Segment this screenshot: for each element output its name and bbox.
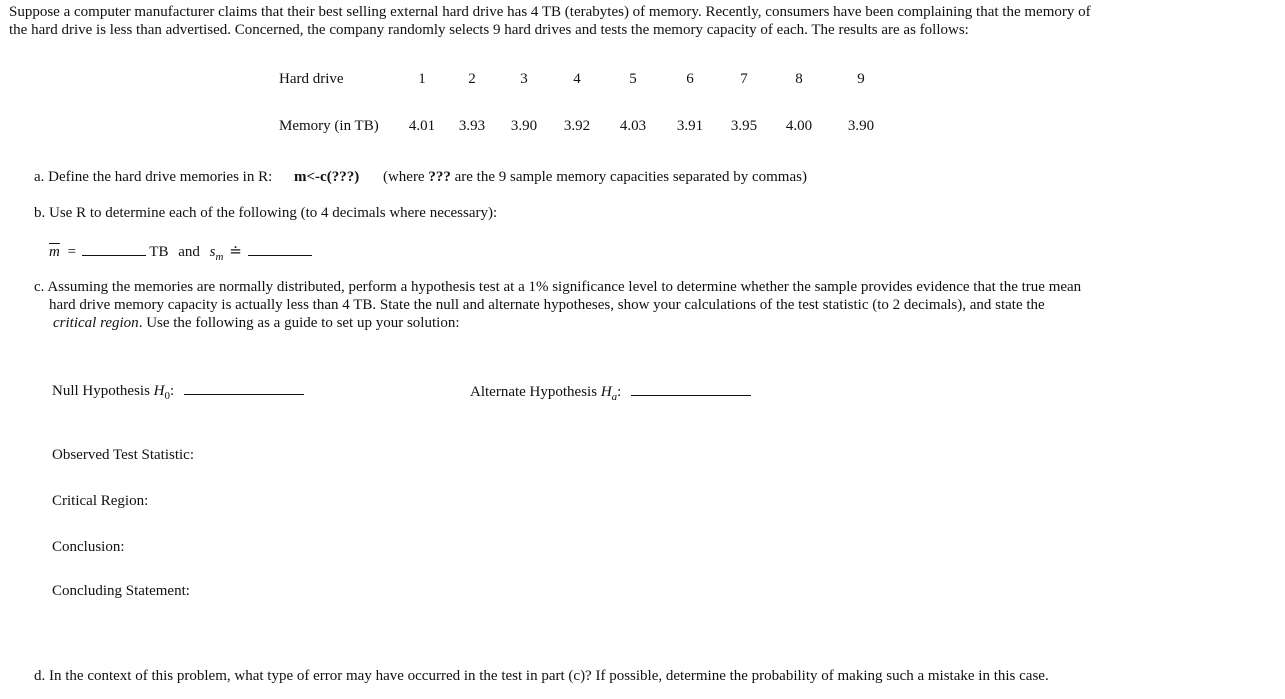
- table-cell: 3.92: [563, 118, 591, 134]
- table-cell: 4.03: [619, 118, 647, 134]
- conclusion-label: Conclusion:: [52, 539, 125, 555]
- critical-region-label: Critical Region:: [52, 493, 149, 509]
- table-cell: 3.91: [676, 118, 704, 134]
- alt-colon: :: [617, 384, 622, 400]
- null-hypothesis-label: Null Hypothesis: [52, 383, 154, 399]
- sd-answer-blank[interactable]: [248, 243, 312, 256]
- alternate-hypothesis: [470, 383, 751, 403]
- alt-subscript: a: [611, 391, 618, 403]
- table-cell: 7: [740, 71, 748, 87]
- note-placeholder: ???: [428, 169, 451, 185]
- part-a: [34, 169, 807, 186]
- alt-hypothesis-blank[interactable]: [631, 383, 751, 396]
- sd-subscript: m: [215, 251, 224, 263]
- table-cell: 1: [418, 71, 426, 87]
- sample-mean-symbol: $\overline{m}$: [49, 244, 60, 260]
- table-cell: 9: [857, 71, 865, 87]
- note-open: (where: [382, 169, 429, 185]
- part-c: [34, 278, 1081, 332]
- part-c-line-1: c. Assuming the memories are normally distributed, perform a hypothesis test at a 1% significance level to determine whether the sample provides evidence that the true mean: [34, 279, 1082, 295]
- part-a-prompt: a. Define the hard drive memories in R:: [34, 169, 273, 185]
- part-c-line-3-rest: . Use the following as a guide to set up your solution:: [138, 315, 460, 331]
- alt-symbol: H: [600, 384, 612, 400]
- mean-answer-blank[interactable]: [82, 243, 146, 256]
- null-hypothesis-blank[interactable]: [184, 382, 304, 395]
- unit-label: TB: [149, 244, 169, 260]
- concluding-statement-label: Concluding Statement:: [52, 583, 190, 599]
- sample-sd-symbol: [209, 244, 224, 263]
- table-cell: 3.90: [510, 118, 538, 134]
- note-close: are the 9 sample memory capacities separated by commas): [450, 169, 807, 185]
- part-a-note: [383, 169, 807, 185]
- part-b-prompt: b. Use R to determine each of the following (to 4 decimals where necessary):: [34, 205, 498, 221]
- part-b-answers: [49, 242, 312, 263]
- null-colon: :: [170, 383, 175, 399]
- table-cell: 2: [468, 71, 476, 87]
- alt-hypothesis-label: Alternate Hypothesis: [470, 384, 601, 400]
- table-cell: 8: [795, 71, 803, 87]
- table-cell: 4: [573, 71, 581, 87]
- table-cell: 3.93: [458, 118, 486, 134]
- approx-sign: ≐: [229, 244, 242, 260]
- equals-sign: =: [67, 244, 77, 260]
- table-cell: 3: [520, 71, 528, 87]
- intro-line-2: the hard drive is less than advertised. Concerned, the company randomly selects 9 hard drives and tests the memory capacity of each. The results are as follows:: [9, 22, 969, 38]
- table-cell: 5: [629, 71, 637, 87]
- table-cell: 3.90: [847, 118, 875, 134]
- observed-test-statistic-label: Observed Test Statistic:: [52, 447, 194, 463]
- part-c-line-3: [34, 314, 1081, 332]
- critical-region-term: critical region: [53, 315, 139, 331]
- and-word: and: [178, 244, 200, 260]
- null-subscript: 0: [164, 390, 171, 402]
- table-cell: 6: [686, 71, 694, 87]
- intro-line-1: Suppose a computer manufacturer claims that their best selling external hard drive has 4 TB (terabytes) of memory. Recently, consumers have been complaining that the memory of: [9, 4, 1091, 20]
- sd-letter: s: [209, 244, 216, 260]
- null-symbol: H: [153, 383, 165, 399]
- table-cell: 3.95: [730, 118, 758, 134]
- table-cell: 4.00: [785, 118, 813, 134]
- part-d-prompt: d. In the context of this problem, what type of error may have occurred in the test in part (c)? If possible, determine the probability of making such a mistake in this case.: [34, 668, 1049, 684]
- part-c-line-2: hard drive memory capacity is actually less than 4 TB. State the null and alternate hypotheses, show your calculations of the test statistic (to 2 decimals), and state the: [49, 297, 1045, 313]
- r-code: m<-c(???): [294, 169, 360, 185]
- table-row-label-memory: Memory (in TB): [279, 118, 379, 134]
- table-row-label-drive: Hard drive: [279, 71, 344, 87]
- table-cell: 4.01: [408, 118, 436, 134]
- problem-intro: [9, 3, 1259, 39]
- null-hypothesis: [52, 382, 304, 402]
